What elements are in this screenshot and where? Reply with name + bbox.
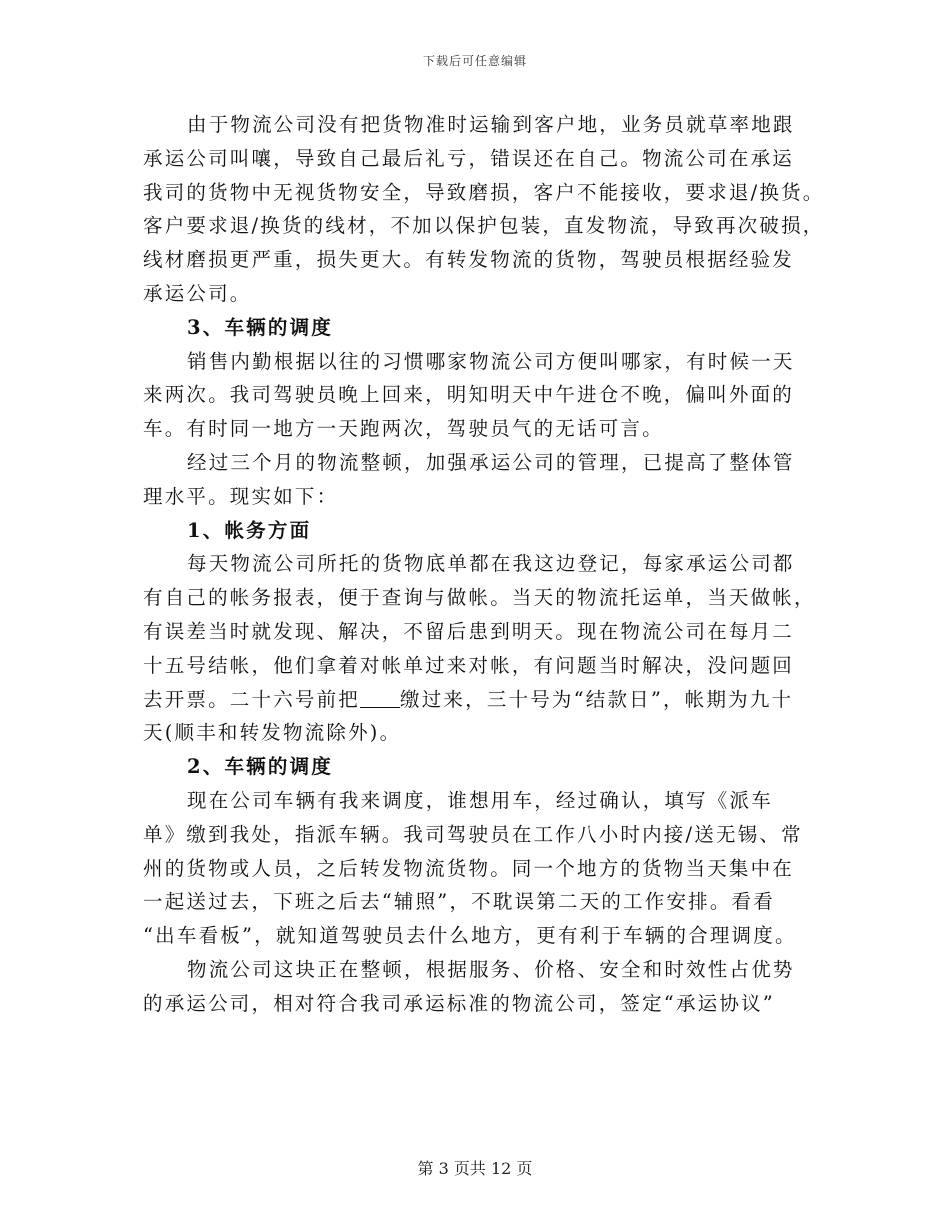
paragraph-line: 来两次。我司驾驶员晚上回来，明知明天中午进仓不晚，偏叫外面的 bbox=[143, 383, 795, 407]
paragraph-line: 一起送过去，下班之后去“辅照”，不耽误第二天的工作安排。看看 bbox=[143, 890, 775, 914]
paragraph-line: 十五号结帐，他们拿着对帐单过来对帐，有问题当时解决，没问题回 bbox=[143, 653, 795, 677]
paragraph-line: 物流公司这块正在整顿，根据服务、价格、安全和时效性占优势 bbox=[187, 957, 795, 981]
paragraph-line: 天(顺丰和转发物流除外)。 bbox=[143, 721, 402, 745]
paragraph-line: 有自己的帐务报表，便于查询与做帐。当天的物流托运单，当天做帐， bbox=[143, 586, 816, 610]
paragraph-line: 销售内勤根据以往的习惯哪家物流公司方便叫哪家，有时候一天 bbox=[187, 349, 795, 373]
paragraph-line: “出车看板”，就知道驾驶员去什么地方，更有利于车辆的合理调度。 bbox=[143, 924, 797, 948]
section-heading: 1、帐务方面 bbox=[187, 518, 312, 542]
paragraph-line: 现在公司车辆有我来调度，谁想用车，经过确认，填写《派车 bbox=[187, 788, 773, 812]
paragraph-line bbox=[143, 683, 823, 717]
paragraph-line: 承运公司。 bbox=[143, 281, 252, 305]
paragraph-line: 经过三个月的物流整顿，加强承运公司的管理，已提高了整体管 bbox=[187, 450, 795, 474]
fill-in-blank bbox=[360, 687, 400, 708]
paragraph-line: 线材磨损更严重，损失更大。有转发物流的货物，驾驶员根据经验发 bbox=[143, 248, 795, 272]
paragraph-line: 州的货物或人员，之后转发物流货物。同一个地方的货物当天集中在 bbox=[143, 856, 795, 880]
paragraph-line: 承运公司叫嚷，导致自己最后礼亏，错误还在自己。物流公司在承运 bbox=[143, 146, 795, 170]
paragraph-line: 我司的货物中无视货物安全，导致磨损，客户不能接收，要求退/换货。 bbox=[143, 180, 825, 204]
text-segment: 去开票。二十六号前把 bbox=[143, 687, 361, 711]
paragraph-line: 理水平。现实如下： bbox=[143, 484, 339, 508]
document-body bbox=[143, 108, 823, 1021]
paragraph-line: 单》缴到我处，指派车辆。我司驾驶员在工作八小时内接/送无锡、常 bbox=[143, 822, 803, 846]
page-header: 下载后可任意编辑 bbox=[422, 54, 527, 68]
section-heading: 3、车辆的调度 bbox=[187, 315, 333, 339]
paragraph-line: 由于物流公司没有把货物准时运输到客户地，业务员就草率地跟 bbox=[187, 113, 795, 136]
page-footer: 第 3 页共 12 页 bbox=[417, 1159, 533, 1178]
paragraph-line: 有误差当时就发现、解决，不留后患到明天。现在物流公司在每月二 bbox=[143, 619, 795, 643]
text-segment: 缴过来，三十号为“结款日”，帐期为九十 bbox=[400, 687, 794, 711]
paragraph-line: 车。有时同一地方一天跑两次，驾驶员气的无话可言。 bbox=[143, 417, 664, 441]
paragraph-line: 每天物流公司所托的货物底单都在我这边登记，每家承运公司都 bbox=[187, 552, 795, 576]
section-heading: 2、车辆的调度 bbox=[187, 755, 333, 779]
paragraph-line: 客户要求退/换货的线材，不加以保护包装，直发物流，导致再次破损， bbox=[143, 214, 825, 238]
paragraph-line: 的承运公司，相对符合我司承运标准的物流公司，签定“承运协议” bbox=[143, 991, 775, 1015]
